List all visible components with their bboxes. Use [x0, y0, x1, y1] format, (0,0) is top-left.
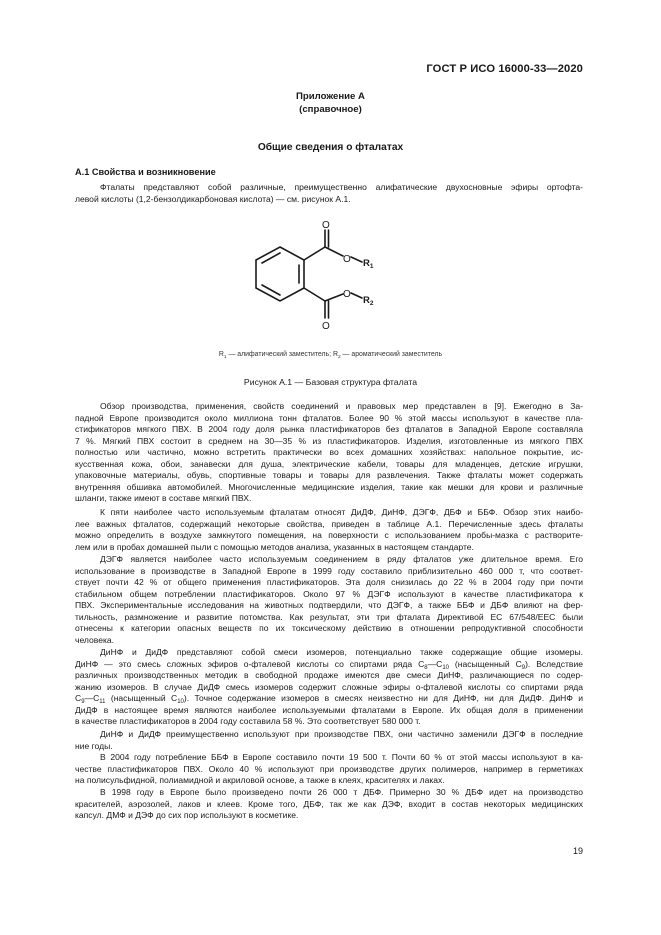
text-line: упаковочные материалы, обувь, спортивные товары и товары для развлечения. Также фталаты может содержать	[75, 470, 583, 481]
text-line: человека.	[75, 634, 115, 645]
paragraph-dbp	[75, 787, 583, 822]
r1-label: $R_1$	[363, 258, 374, 270]
text-line: шланги, также имеют в составе мягкий ПВХ.	[75, 493, 252, 504]
text-line: Фталаты представляют собой различные, преимущественно алифатические двухосновные эфиры ортофта-	[100, 182, 583, 192]
text-line: кусственная кожа, обои, занавески для душа, электрические кабели, товары для младенцев, детские игрушки,	[75, 458, 583, 469]
text-line: ние годы.	[75, 740, 113, 751]
oxygen-atom-label: O	[343, 254, 351, 265]
text-line: ДиНФ и ДиДФ преимущественно используют при производстве ПВХ, они частично заменили ДЭГФ в последние	[100, 729, 583, 739]
text-line: жанию изомеров. В случае ДиДФ смесь изомеров содержит сложные эфиры о-фталевой кислоты со спиртами ряда	[75, 681, 583, 692]
bond	[325, 294, 343, 301]
figure-legend: $R_1$ — алифатический заместитель; $R_2$ — ароматический заместитель	[218, 351, 443, 360]
annex-status: (справочное)	[299, 103, 362, 115]
text-line: ствует почти 42 % от общего применения пластификаторов. Эта доля снизилась до 22 % в 2004 году при почти	[75, 577, 583, 588]
text-line: Обзор производства, применения, свойств соединений и правовых мер представлен в [9]. Ежегодно в За-	[100, 401, 583, 411]
r2-label: $R_2$	[363, 295, 374, 307]
text-line: на полисульфидной, полиамидной и акриловой основе, а также в клеях, красителях и лаках.	[75, 775, 445, 786]
text-line: красителей, аэрозолей, лаков и клеев. Кроме того, ДБФ, так же как ДЭФ, входит в состав некоторых медицинских	[75, 798, 583, 809]
bond	[325, 247, 343, 256]
text-line: отнесены к категории опасных веществ по их токсическому действию в отношении репродуктивной способности	[75, 623, 583, 634]
paragraph-pvc-usage	[75, 729, 583, 752]
text-line: ДиНФ — это смесь сложных эфиров о-фталевой кислоты со спиртами ряда $С_8—С_{10}$ (насыщенный $С_9$). Вследствие	[75, 658, 583, 671]
standard-number: ГОСТ Р ИСО 16000-33—2020	[426, 63, 583, 75]
text-line: можно определить в воздухе замкнутого помещения, на поверхности с использованием пробы-мазка с растворите-	[75, 530, 583, 541]
section-heading: А.1 Свойства и возникновение	[75, 167, 216, 177]
intro-paragraph	[75, 182, 583, 205]
bond	[304, 288, 325, 301]
text-line: ПВХ. Экспериментальные исследования на животных подтвердили, что ДЭГФ, а также ББФ и ДБФ влияют на фер-	[75, 600, 583, 611]
annex-heading	[0, 91, 661, 116]
bond	[351, 293, 362, 298]
text-line: ДиНФ и ДиДФ представляют собой смеси изомеров, потенциально также содержащие общие изомеры.	[100, 647, 583, 657]
text-line: К пяти наиболее часто используемым фталатам относят ДиДФ, ДиНФ, ДЭГФ, ДБФ и ББФ. Обзор этих наибо-	[100, 507, 583, 517]
text-line: 7 %. Мягкий ПВХ состоит в среднем на 30—35 % из пластификаторов. Изделия, изготовленные из мягкого ПВХ	[75, 435, 583, 446]
oxygen-atom-label: O	[322, 220, 330, 231]
text-line: тильность, размножение и развитие потомства. Как результат, эти три фталата Директивой ЕС 67/548/ЕЕС были	[75, 611, 583, 622]
text-line: стабильном общем потреблении пластификаторов. Около 97 % ДЭГФ используют в качестве пластификатора к	[75, 588, 583, 599]
text-line: честве пластификаторов ПВХ. Около 40 % используют при производстве других полимеров, например в герметиках	[75, 763, 583, 774]
text-line: левой кислоты (1,2-бензолдикарбоновая кислота) — см. рисунок А.1.	[75, 193, 351, 204]
paragraph-overview	[75, 401, 583, 505]
text-line: стификаторов мягкого ПВХ. В 2004 году доля рынка пластификаторов без фталатов в Западной Европе составляла	[75, 424, 583, 435]
oxygen-atom-label: O	[322, 321, 330, 332]
paragraph-dehp	[75, 554, 583, 646]
text-line: полностью или частично, можно встретить практически во всех домашних хозяйствах: напольное покрытие, ис-	[75, 447, 583, 458]
paragraph-dinp-didp	[75, 647, 583, 728]
text-line: различных производственных методик в свободной продаже имеются две смеси ДиНФ, различающиеся по содер-	[75, 670, 583, 681]
text-line: в качестве пластификаторов в 2004 году составила 58 %. Это соответствует 580 000 т.	[75, 716, 421, 727]
paragraph-bbp	[75, 752, 583, 787]
paragraph-top-five	[75, 507, 583, 553]
page-title: Общие сведения о фталатах	[257, 142, 404, 153]
bond	[304, 247, 325, 260]
phthalate-structure-figure	[225, 216, 385, 344]
text-line: капсул. ДМФ и ДЭФ до сих пор используют в косметике.	[75, 810, 299, 821]
figure-caption: Рисунок А.1 — Базовая структура фталата	[243, 377, 418, 387]
annex-title: Приложение А	[296, 91, 365, 102]
benzene-ring	[256, 247, 304, 301]
text-line: падной Европе производится около миллиона тонн фталатов. Более 90 % этой массы используют в качестве пла-	[75, 412, 583, 423]
text-line: лем или в пробах домашней пыли с помощью методов анализа, указанных в настоящем стандарте.	[75, 541, 474, 552]
text-line: использование в производстве в Западной Европе в 1999 году составило приблизительно 460 000 т, что соответ-	[75, 565, 583, 576]
text-line: В 1998 году в Европе было произведено почти 26 000 т ДБФ. Примерно 30 % ДБФ идет на производство	[100, 787, 583, 797]
text-line: лее важных фталатов, содержащий некоторые свойства, приведен в таблице А.1. Перечисленные здесь фталаты	[75, 518, 583, 529]
oxygen-atom-label: O	[343, 289, 351, 300]
page-number: 19	[572, 846, 583, 856]
text-line: внутренняя обшивка автомобилей. Многочисленные медицинские изделия, такие как мешки для крови и различные	[75, 481, 583, 492]
text-line: ДЭГФ является наиболее часто используемым соединением в ряду фталатов уже длительное время. Его	[100, 554, 583, 564]
text-line: $С_9—С_{11}$ (насыщенный $С_{10}$). Точное содержание изомеров в смесях неизвестно ни для ДиНФ, ни для ДиДФ. ДиНФ и	[75, 693, 583, 706]
bond	[351, 257, 362, 262]
text-line: В 2004 году потребление ББФ в Европе составило почти 19 500 т. Почти 60 % от этой массы используют в ка-	[100, 752, 583, 762]
text-line: ДиДФ в настоящее время являются наиболее используемыми фталатами в Европе. Их общая доля в применении	[75, 704, 583, 715]
